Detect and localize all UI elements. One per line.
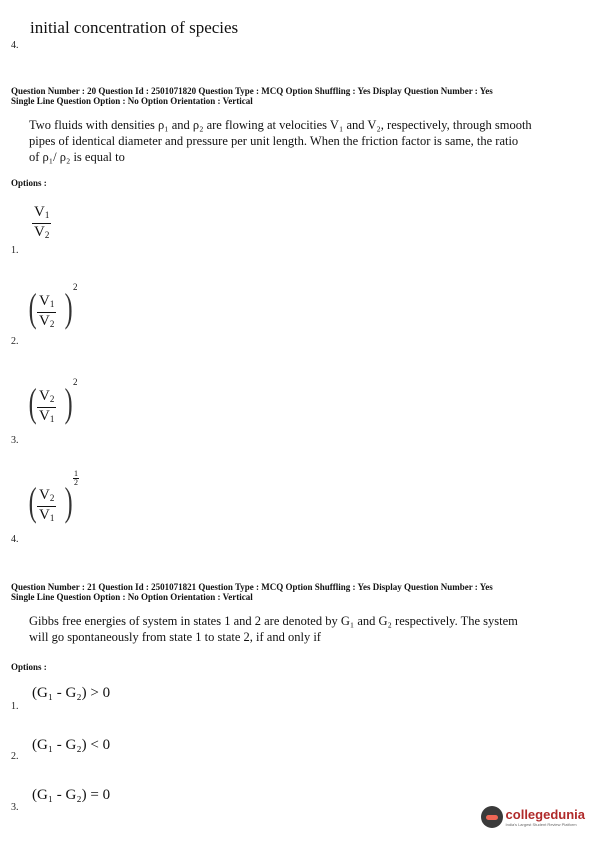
mascot-icon bbox=[481, 806, 503, 828]
previous-question-tail: initial concentration of species bbox=[30, 18, 239, 37]
left-paren: ( bbox=[28, 285, 37, 330]
brand-name: collegedunia bbox=[505, 807, 585, 822]
q21-option-2-text[interactable]: (G₁ - G₂) < 0 bbox=[32, 737, 111, 753]
q21-option-1-text[interactable]: (G₁ - G₂) > 0 bbox=[32, 685, 111, 701]
q21-option-3-number: 3. bbox=[11, 802, 19, 813]
exponent-numerator: 1 bbox=[74, 469, 78, 478]
q20-option-2-fraction[interactable]: $V_1$ $V_2$ bbox=[39, 293, 55, 329]
q20-option-4-fraction[interactable]: $V_2$ $V_1$ bbox=[39, 487, 55, 523]
q21-text-line1: Gibbs free energies of system in states 1 and 2 are denoted by G₁ and G₂ respectively. The system bbox=[29, 614, 518, 628]
right-paren: ) bbox=[64, 285, 73, 330]
q20-option-2-number: 2. bbox=[11, 336, 19, 347]
q20-meta bbox=[11, 86, 581, 106]
brand-tagline: India's Largest Student Review Platform bbox=[505, 822, 577, 827]
q20-option-4-exponent bbox=[73, 470, 79, 487]
exponent-denominator: 2 bbox=[74, 478, 78, 487]
q21-text-line2: will go spontaneously from state 1 to state 2, if and only if bbox=[29, 630, 321, 644]
q20-option-1-number: 1. bbox=[11, 245, 19, 256]
q20-option-2-exponent: 2 bbox=[73, 282, 78, 292]
q21-option-3-text[interactable]: (G₁ - G₂) = 0 bbox=[32, 787, 111, 803]
left-paren: ( bbox=[28, 380, 37, 425]
q21-meta-line1: Question Number : 21 Question Id : 2501071821 Question Type : MCQ Option Shuffling : Yes Display Question Number : Yes bbox=[11, 582, 493, 592]
q20-option-1-fraction[interactable]: $V_1$ $V_2$ bbox=[34, 204, 50, 240]
q20-question-text bbox=[29, 117, 574, 165]
q21-question-text bbox=[29, 613, 574, 645]
q20-option-3-number: 3. bbox=[11, 435, 19, 446]
right-paren: ) bbox=[64, 479, 73, 524]
brand-logo[interactable] bbox=[481, 806, 585, 828]
previous-option-number: 4. bbox=[11, 40, 19, 51]
q21-option-2-number: 2. bbox=[11, 751, 19, 762]
q21-meta bbox=[11, 582, 581, 602]
q20-text-line3: of ρ₁/ ρ₂ is equal to bbox=[29, 150, 125, 164]
q20-text-line1: Two fluids with densities ρ₁ and ρ₂ are flowing at velocities V₁ and V₂, respectively, through smooth bbox=[29, 118, 532, 132]
q21-options-label: Options : bbox=[11, 662, 47, 672]
q20-option-3-exponent: 2 bbox=[73, 377, 78, 387]
q20-meta-line2: Single Line Question Option : No Option Orientation : Vertical bbox=[11, 96, 253, 106]
q20-options-label: Options : bbox=[11, 178, 47, 188]
q21-option-1-number: 1. bbox=[11, 701, 19, 712]
q20-option-3-fraction[interactable]: $V_2$ $V_1$ bbox=[39, 388, 55, 424]
q20-meta-line1: Question Number : 20 Question Id : 2501071820 Question Type : MCQ Option Shuffling : Yes Display Question Number : Yes bbox=[11, 86, 493, 96]
left-paren: ( bbox=[28, 479, 37, 524]
right-paren: ) bbox=[64, 380, 73, 425]
q20-option-4-number: 4. bbox=[11, 534, 19, 545]
q20-text-line2: pipes of identical diameter and pressure per unit length. When the friction factor is same, the ratio bbox=[29, 134, 519, 148]
q21-meta-line2: Single Line Question Option : No Option Orientation : Vertical bbox=[11, 592, 253, 602]
